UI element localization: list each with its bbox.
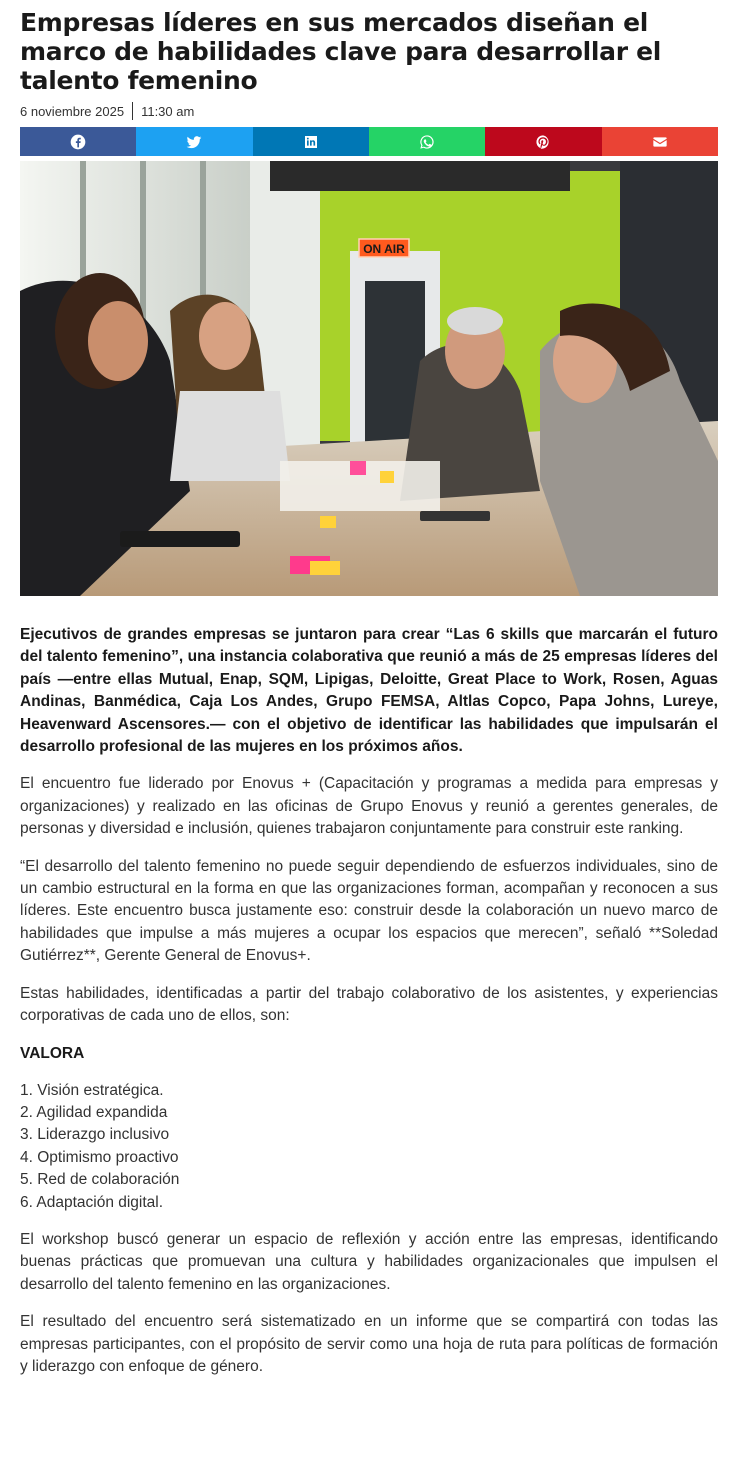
linkedin-icon: [303, 134, 319, 150]
facebook-icon: [70, 134, 86, 150]
email-icon: [652, 134, 668, 150]
share-facebook-button[interactable]: [20, 127, 136, 156]
pinterest-icon: [535, 134, 551, 150]
article-paragraph: El encuentro fue liderado por Enovus + (Capacitación y programas a medida para empresas y organizaciones) y realizado en las oficinas de Grupo Enovus y reunió a gerentes generales, de personas y diversidad e inclusión, quienes trabajaron conjuntamente para construir este ranking.: [20, 775, 718, 838]
article-meta: [20, 101, 718, 121]
article-paragraph: El workshop buscó generar un espacio de reflexión y acción entre las empresas, identificando buenas prácticas que promuevan una cultura y habilidades organizacionales que impulsen el desarrollo del talento femenino en las organizaciones.: [20, 1230, 718, 1293]
share-twitter-button[interactable]: [136, 127, 252, 156]
skills-list-item: 3. Liderazgo inclusivo: [20, 1126, 170, 1144]
share-linkedin-button[interactable]: [253, 127, 369, 156]
whatsapp-icon: [419, 134, 435, 150]
skills-list-item: 2. Agilidad expandida: [20, 1103, 168, 1121]
article-date: 6 noviembre 2025: [20, 103, 125, 119]
skills-list-item: 5. Red de colaboración: [20, 1171, 180, 1189]
share-bar: [20, 127, 718, 156]
twitter-icon: [186, 134, 202, 150]
article-quote-paragraph: “El desarrollo del talento femenino no puede seguir dependiendo de esfuerzos individuales, sino de un cambio estructural en la forma en que las organizaciones forman, acompañan y reconocen a sus líderes. Este encuentro busca justamente eso: construir desde la colaboración un nuevo marco de habilidades que impulse a más mujeres a ocupar los espacios que merecen”, señaló **Soledad Gutiérrez**, Gerente General de Enovus+.: [20, 857, 718, 965]
share-pinterest-button[interactable]: [485, 127, 601, 156]
article-lead: Ejecutivos de grandes empresas se juntaron para crear “Las 6 skills que marcarán el futuro del talento femenino”, una instancia colaborativa que reunió a más de 25 empresas líderes del país —entre ellas Mutual, Enap, SQM, Lipigas, Deloitte, Great Place to Work, Rosen, Aguas Andinas, Banmédica, Caja Los Andes, Grupo FEMSA, Altlas Copco, Papa Johns, Lureye, Heavenward Ascensores.— con el objetivo de identificar las habilidades que impulsarán el desarrollo profesional de las mujeres en los próximos años.: [20, 626, 718, 756]
skills-list-item: 1. Visión estratégica.: [20, 1081, 164, 1099]
on-air-sign: ON AIR: [363, 242, 405, 256]
article-body: [20, 624, 718, 1378]
article-title: Empresas líderes en sus mercados diseñan el marco de habilidades clave para desarrollar el talento femenino: [20, 8, 662, 95]
skills-list: [20, 1080, 718, 1214]
article-paragraph: Estas habilidades, identificadas a partir del trabajo colaborativo de los asistentes, y experiencias corporativas de cada uno de ellos, son:: [20, 984, 718, 1025]
skills-heading: VALORA: [20, 1044, 85, 1062]
share-email-button[interactable]: [602, 127, 718, 156]
meta-divider: [132, 102, 133, 120]
share-whatsapp-button[interactable]: [369, 127, 485, 156]
hero-photo: [20, 161, 718, 596]
skills-list-item: 6. Adaptación digital.: [20, 1193, 164, 1211]
article-time: 11:30 am: [141, 103, 195, 119]
skills-list-item: 4. Optimismo proactivo: [20, 1148, 179, 1166]
article-paragraph: El resultado del encuentro será sistematizado en un informe que se compartirá con todas las empresas participantes, con el propósito de servir como una hoja de ruta para políticas de formación y liderazgo con enfoque de género.: [20, 1313, 718, 1375]
hero-illustration: [20, 161, 718, 596]
